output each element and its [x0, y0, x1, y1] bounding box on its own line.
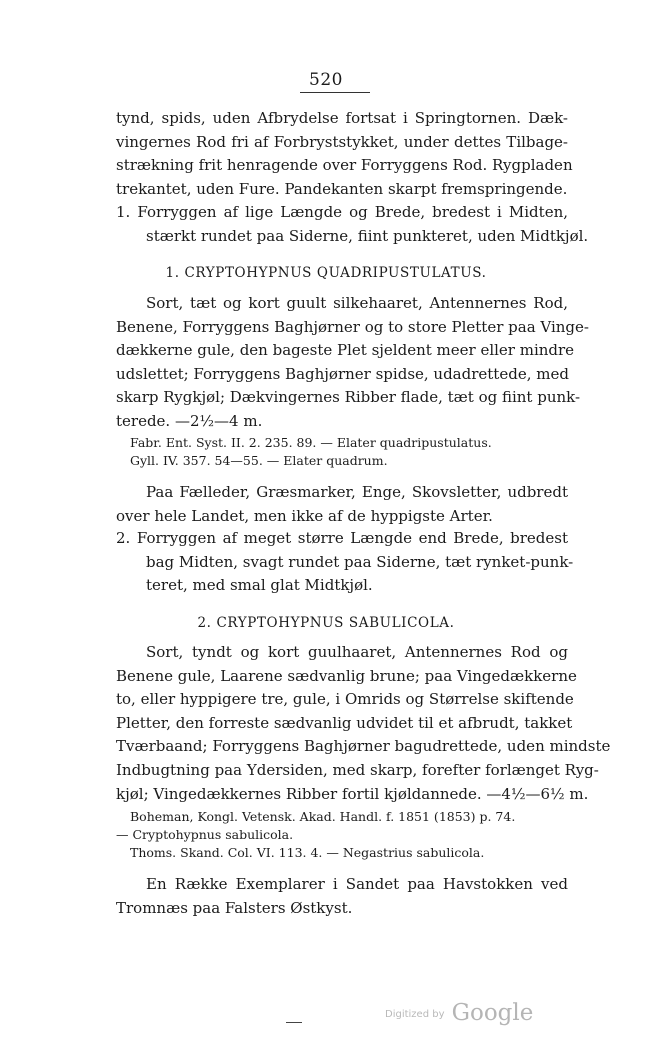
- text-line: Tværbaand; Forryggens Baghjørner bagudrettede, uden mindste: [116, 737, 611, 756]
- species-description: [116, 641, 611, 806]
- intro-paragraph: [116, 107, 573, 201]
- key-couplet-1: [116, 201, 589, 248]
- reference-line: Fabr. Ent. Syst. II. 2. 235. 89. — Elater quadripustulatus.: [130, 435, 492, 450]
- reference-line: Thoms. Skand. Col. VI. 113. 4. — Negastrius sabulicola.: [130, 845, 485, 860]
- text-line: Benene gule, Laarene sædvanlig brune; paa Vingedækkerne: [116, 666, 577, 685]
- watermark-prefix: Digitized by: [385, 1009, 445, 1020]
- text-line: Benene, Forryggens Baghjørner og to store Pletter paa Vinge-: [116, 317, 589, 336]
- text-line: udslettet; Forryggens Baghjørner spidse, udadrettede, med: [116, 364, 569, 383]
- reference-line: — Cryptohypnus sabulicola.: [116, 827, 294, 842]
- species-heading: 1. CRYPTOHYPNUS QUADRIPUSTULATUS.: [165, 265, 487, 281]
- page-number: 520: [309, 70, 343, 90]
- text-line: strækning frit henragende over Forryggens Rod. Rygpladen: [116, 156, 573, 175]
- text-line: stærkt rundet paa Siderne, fiint punkteret, uden Midtkjøl.: [146, 226, 589, 245]
- text-line: kjøl; Vingedækkernes Ribber fortil kjøldannede. —4½—6½ m.: [116, 784, 589, 803]
- text-line: bag Midten, svagt rundet paa Siderne, tæt rynket-punk-: [146, 552, 574, 571]
- species-habitat: [116, 873, 568, 920]
- google-logo: Google: [451, 1000, 534, 1026]
- text-line: teret, med smal glat Midtkjøl.: [146, 576, 373, 595]
- text-line: tynd, spids, uden Afbrydelse fortsat i Springtornen. Dæk-: [116, 109, 568, 127]
- text-line: skarp Rygkjøl; Dækvingernes Ribber flade, tæt og fiint punk-: [116, 388, 581, 407]
- reference-line: Gyll. IV. 357. 54—55. — Elater quadrum.: [130, 453, 388, 468]
- text-line: Sort, tyndt og kort guulhaaret, Antennernes Rod og: [146, 643, 568, 661]
- text-line: dækkerne gule, den bageste Plet sjeldent meer eller mindre: [116, 341, 575, 360]
- text-line: Paa Fælleder, Græsmarker, Enge, Skovsletter, udbredt: [146, 483, 568, 501]
- species-description: [116, 292, 589, 434]
- reference-line: Boheman, Kongl. Vetensk. Akad. Handl. f. 1851 (1853) p. 74.: [130, 809, 516, 824]
- text-line: Pletter, den forreste sædvanlig udvidet til et afbrudt, takket: [116, 713, 573, 732]
- key-couplet-2: [116, 527, 574, 598]
- text-line: trekantet, uden Fure. Pandekanten skarpt fremspringende.: [116, 179, 568, 198]
- text-line: over hele Landet, men ikke af de hyppigste Arter.: [116, 506, 493, 525]
- species-heading: 2. CRYPTOHYPNUS SABULICOLA.: [197, 615, 455, 631]
- text-line: vingernes Rod fri af Forbryststykket, under dettes Tilbage-: [116, 132, 568, 151]
- text-line: Indbugtning paa Ydersiden, med skarp, forefter forlænget Ryg-: [116, 760, 599, 779]
- text-line: Tromnæs paa Falsters Østkyst.: [116, 898, 353, 917]
- text-line: En Række Exemplarer i Sandet paa Havstokken ved: [146, 875, 568, 893]
- signature-mark: [286, 1022, 302, 1023]
- text-line: terede. —2½—4 m.: [116, 411, 263, 430]
- text-line: to, eller hyppigere tre, gule, i Omrids og Størrelse skiftende: [116, 690, 574, 709]
- species-references: [116, 434, 568, 470]
- species-habitat: [116, 481, 568, 528]
- page-number-rule: [300, 92, 370, 93]
- digitized-watermark: [385, 1000, 533, 1026]
- text-line: 2. Forryggen af meget større Længde end Brede, bredest: [116, 529, 568, 547]
- text-line: 1. Forryggen af lige Længde og Brede, bredest i Midten,: [116, 203, 568, 221]
- species-references: [116, 808, 568, 862]
- text-line: Sort, tæt og kort guult silkehaaret, Antennernes Rod,: [146, 294, 568, 312]
